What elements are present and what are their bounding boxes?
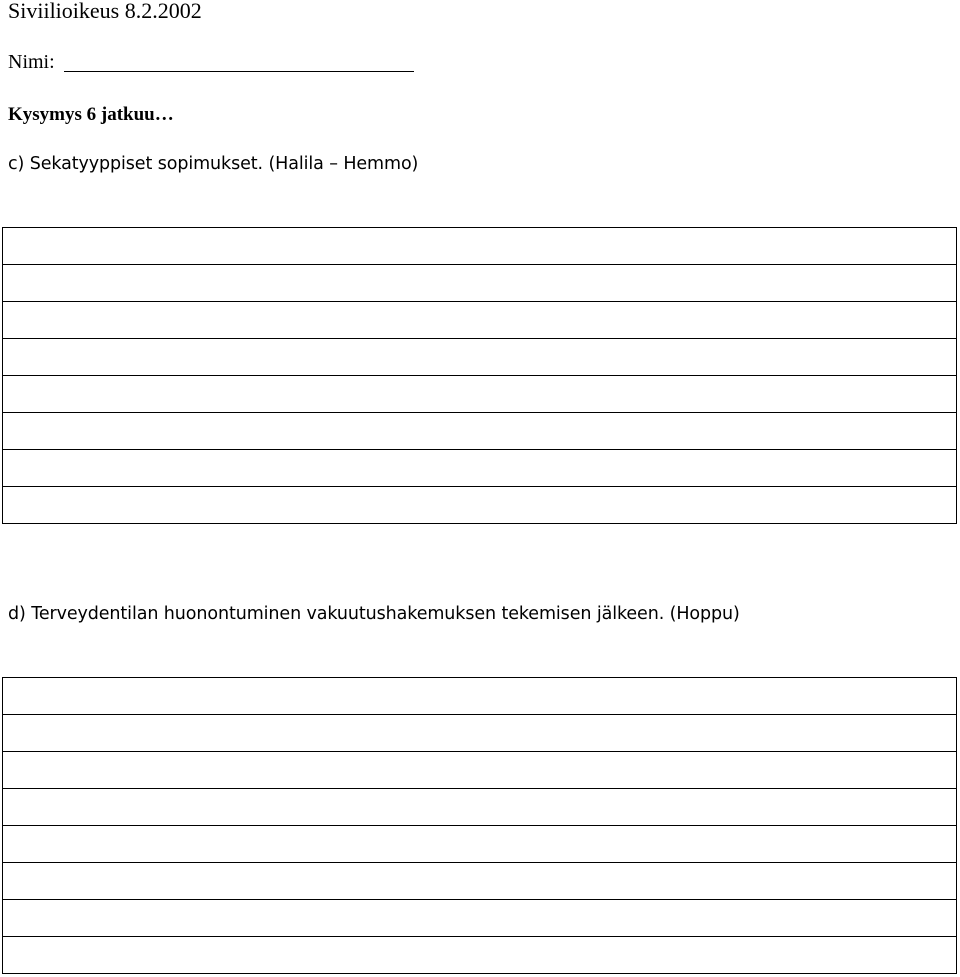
name-input-line[interactable] [64, 71, 414, 72]
answer-line[interactable] [3, 937, 956, 974]
name-field-row [8, 50, 55, 76]
answer-line[interactable] [3, 302, 956, 339]
answer-box-d[interactable] [2, 677, 957, 974]
answer-line[interactable] [3, 752, 956, 789]
name-label: Nimi: [8, 51, 55, 73]
answer-line[interactable] [3, 863, 956, 900]
answer-line[interactable] [3, 413, 956, 450]
answer-line[interactable] [3, 339, 956, 376]
answer-line[interactable] [3, 789, 956, 826]
answer-line[interactable] [3, 228, 956, 265]
question-c-prompt: c) Sekatyyppiset sopimukset. (Halila – Hemmo) [8, 154, 419, 174]
answer-line[interactable] [3, 376, 956, 413]
answer-line[interactable] [3, 487, 956, 524]
answer-line[interactable] [3, 826, 956, 863]
question-title: Kysymys 6 jatkuu… [8, 104, 174, 125]
answer-line[interactable] [3, 715, 956, 752]
answer-box-c[interactable] [2, 227, 957, 524]
question-d-prompt: d) Terveydentilan huonontuminen vakuutushakemuksen tekemisen jälkeen. (Hoppu) [8, 604, 740, 624]
answer-line[interactable] [3, 678, 956, 715]
answer-line[interactable] [3, 450, 956, 487]
answer-line[interactable] [3, 265, 956, 302]
exam-title: Siviilioikeus 8.2.2002 [8, 0, 202, 23]
answer-line[interactable] [3, 900, 956, 937]
